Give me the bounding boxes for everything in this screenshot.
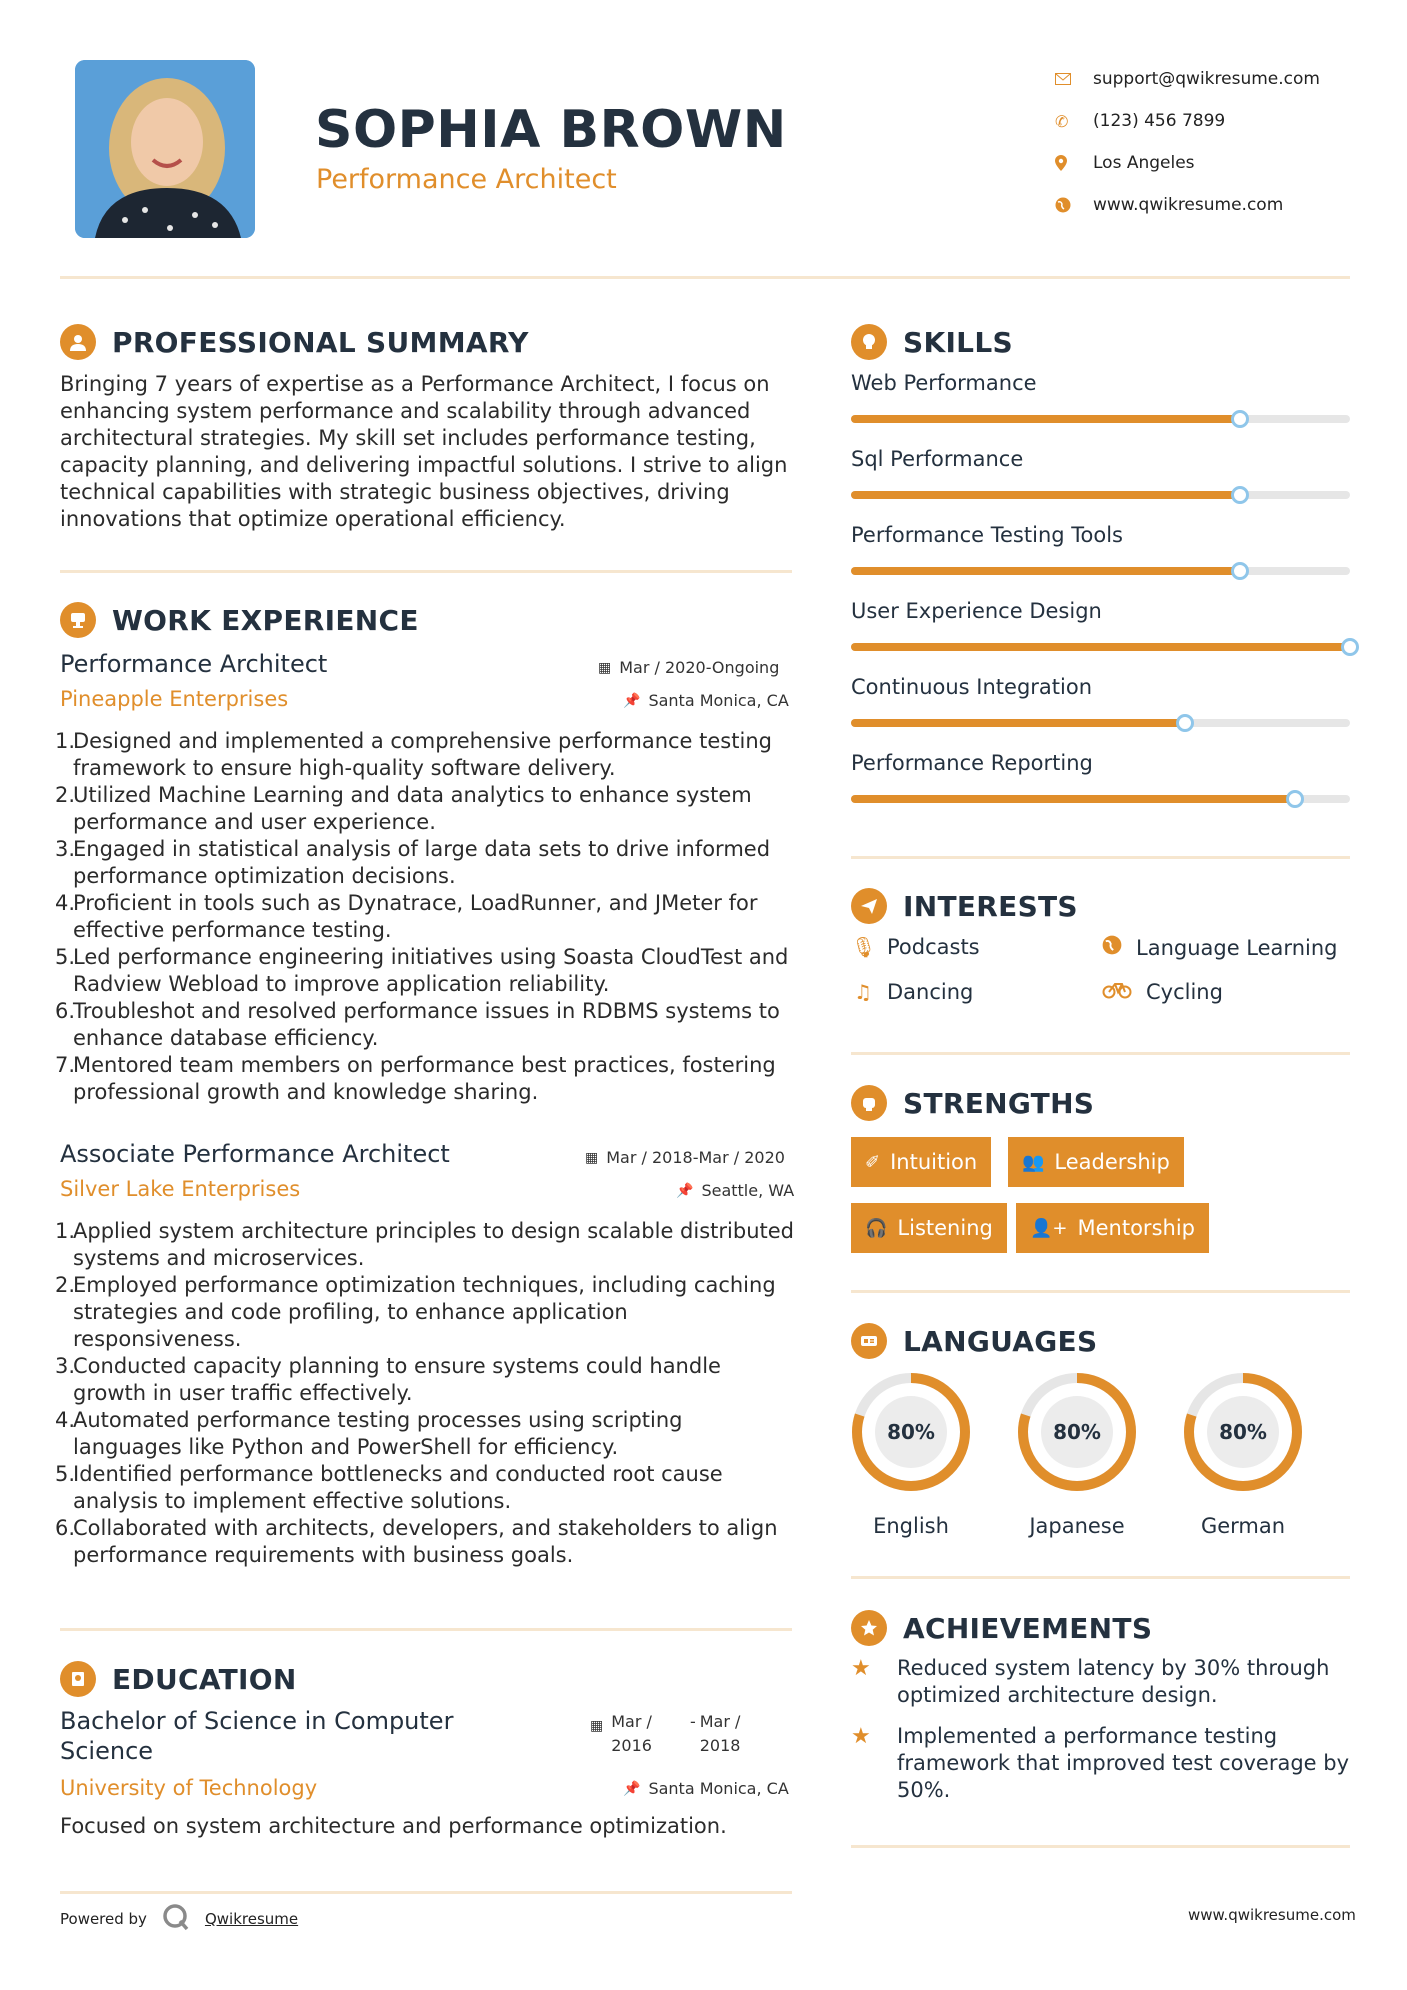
interest-label: Cycling <box>1146 980 1223 1004</box>
strength-tag <box>851 1137 991 1187</box>
contact-location <box>1055 142 1320 184</box>
achievements-heading <box>851 1610 1152 1646</box>
education-title: EDUCATION <box>112 1662 297 1696</box>
contact-website-text: www.qwikresume.com <box>1093 195 1284 215</box>
list-item: 5. Led performance engineering initiatives using Soasta CloudTest and Radview Webload to improve application reliability. <box>55 944 795 998</box>
profile-photo <box>75 60 255 238</box>
contact-email[interactable] <box>1055 58 1320 100</box>
skill-bar-fill <box>851 719 1185 727</box>
job-location <box>623 691 789 710</box>
education-date-end <box>700 1710 741 1758</box>
job-company: Silver Lake Enterprises <box>60 1177 301 1201</box>
list-item: 6. Collaborated with architects, developers, and stakeholders to align performance requirements with business goals. <box>55 1515 795 1569</box>
language-ring <box>1015 1370 1139 1494</box>
summary-heading <box>60 324 529 360</box>
degree-title: Bachelor of Science in Computer Science <box>60 1707 454 1765</box>
qwikresume-logo-icon <box>161 1902 191 1936</box>
skills-heading <box>851 324 1013 360</box>
education-location-text: Santa Monica, CA <box>648 1779 789 1798</box>
strength-label: Mentorship <box>1077 1216 1195 1240</box>
profile-photo-graphic <box>75 60 255 238</box>
strength-label: Listening <box>897 1216 993 1240</box>
job-date <box>585 1148 785 1167</box>
education-location <box>623 1779 789 1798</box>
achievement-item <box>851 1655 1350 1709</box>
list-item: 3. Engaged in statistical analysis of large data sets to drive informed performance optimization decisions. <box>55 836 795 890</box>
pushpin-icon: 📌 <box>623 1780 641 1797</box>
job-location-text: Santa Monica, CA <box>648 691 789 710</box>
skill-name: Sql Performance <box>851 447 1024 471</box>
bullet-text: Collaborated with architects, developers, and stakeholders to align performance requirements with business goals. <box>73 1516 778 1567</box>
qwikresume-link[interactable]: Qwikresume <box>204 1910 299 1928</box>
magic-wand-icon: ✐ <box>865 1151 881 1173</box>
strength-tag <box>1008 1137 1184 1187</box>
strengths-divider <box>851 1290 1350 1293</box>
bullet-text: Led performance engineering initiatives using Soasta CloudTest and Radview Webload to improve application reliability. <box>73 945 789 996</box>
list-item: 5. Identified performance bottlenecks and conducted root cause analysis to implement effective solutions. <box>55 1461 795 1515</box>
bullet-text: Conducted capacity planning to ensure systems could handle growth in user traffic effectively. <box>73 1354 721 1405</box>
language-item <box>1015 1370 1139 1538</box>
skill-bar <box>851 415 1350 423</box>
language-percent: 80% <box>1053 1420 1101 1444</box>
achievements-title: ACHIEVEMENTS <box>903 1611 1153 1645</box>
skill-bar-fill <box>851 567 1240 575</box>
skill-bar-fill <box>851 643 1350 651</box>
list-item: 4. Automated performance testing processes using scripting languages like Python and PowerShell for efficiency. <box>55 1407 795 1461</box>
interest-item <box>1100 980 1223 1004</box>
education-heading <box>60 1661 297 1697</box>
contact-email-text: support@qwikresume.com <box>1093 69 1320 89</box>
interests-divider <box>851 1052 1350 1055</box>
strengths-title: STRENGTHS <box>903 1086 1095 1120</box>
users-icon: 👥 <box>1022 1151 1045 1173</box>
strength-tag <box>851 1203 1007 1253</box>
strength-label: Leadership <box>1054 1150 1170 1174</box>
education-date <box>590 1710 740 1758</box>
skill-bar-knob <box>1231 410 1249 428</box>
work-divider <box>60 1628 792 1631</box>
job-location <box>676 1181 794 1200</box>
bullet-text: Mentored team members on performance best practices, fostering professional growth and knowledge sharing. <box>73 1053 776 1104</box>
interests-heading <box>851 888 1078 924</box>
summary-text: Bringing 7 years of expertise as a Performance Architect, I focus on enhancing system performance and scalability through advanced architectural strategies. My skill set includes performance testing, capacity planning, and delivering impactful solutions. I strive to align technical capabilities with strategic business objectives, driving innovations that optimize operational efficiency. <box>60 372 788 531</box>
skills-title: SKILLS <box>903 325 1013 359</box>
location-pin-icon <box>1055 155 1093 171</box>
school-name: University of Technology <box>60 1776 318 1800</box>
job-bullet-list <box>55 1218 795 1569</box>
achievement-item <box>851 1723 1350 1804</box>
language-ring <box>849 1370 973 1494</box>
skill-name: User Experience Design <box>851 599 1102 623</box>
bullet-text: Identified performance bottlenecks and conducted root cause analysis to implement effective solutions. <box>73 1462 723 1513</box>
skill-bar <box>851 795 1350 803</box>
pushpin-icon: 📌 <box>623 692 641 709</box>
skill-name: Continuous Integration <box>851 675 1092 699</box>
skill-bar <box>851 567 1350 575</box>
headphones-icon: 🎧 <box>865 1217 888 1239</box>
skill-bar-knob <box>1341 638 1359 656</box>
language-icon <box>851 1323 887 1359</box>
contact-location-text: Los Angeles <box>1093 153 1195 173</box>
summary-divider <box>60 570 792 573</box>
language-name: Japanese <box>1029 1514 1125 1538</box>
contact-phone[interactable] <box>1055 100 1320 142</box>
bullet-text: Proficient in tools such as Dynatrace, LoadRunner, and JMeter for effective performance testing. <box>73 891 758 942</box>
contact-phone-text: (123) 456 7899 <box>1093 111 1226 131</box>
skill-name: Web Performance <box>851 371 1037 395</box>
skills-divider <box>851 856 1350 859</box>
job-location-text: Seattle, WA <box>701 1181 795 1200</box>
job-company: Pineapple Enterprises <box>60 687 289 711</box>
bullet-text: Employed performance optimization techniques, including caching strategies and code profiling, to enhance application responsiveness. <box>73 1273 776 1351</box>
calendar-icon: ▦ <box>590 1718 604 1734</box>
skill-name: Performance Testing Tools <box>851 523 1123 547</box>
graduation-icon <box>60 1661 96 1697</box>
strength-label: Intuition <box>890 1150 978 1174</box>
skill-bar-knob <box>1231 562 1249 580</box>
skill-bar-knob <box>1176 714 1194 732</box>
work-title: WORK EXPERIENCE <box>112 603 419 637</box>
footer-url[interactable]: www.qwikresume.com <box>1188 1906 1356 1924</box>
interests-title: INTERESTS <box>903 889 1078 923</box>
achievement-text: Implemented a performance testing framework that improved test coverage by 50%. <box>897 1724 1350 1802</box>
strength-tag <box>1016 1203 1209 1253</box>
language-item <box>1181 1370 1305 1538</box>
skill-bar-knob <box>1286 790 1304 808</box>
pushpin-icon: 📌 <box>676 1182 694 1199</box>
bullet-text: Utilized Machine Learning and data analytics to enhance system performance and user experience. <box>73 783 752 834</box>
globe-icon <box>1055 197 1093 213</box>
languages-title: LANGUAGES <box>903 1324 1098 1358</box>
job-bullet-list <box>55 728 795 1106</box>
summary-title: PROFESSIONAL SUMMARY <box>112 325 529 359</box>
job-date-text: Mar / 2018-Mar / 2020 <box>606 1148 785 1167</box>
star-icon: ★ <box>851 1656 871 1681</box>
language-name: English <box>873 1514 949 1538</box>
skill-bar-knob <box>1231 486 1249 504</box>
lightbulb-icon <box>851 324 887 360</box>
star-badge-icon <box>851 1610 887 1646</box>
strengths-heading <box>851 1085 1094 1121</box>
language-ring <box>1181 1370 1305 1494</box>
contact-website[interactable] <box>1055 184 1320 226</box>
date-start-month: Mar / <box>611 1712 652 1731</box>
job-title: Associate Performance Architect <box>60 1140 450 1168</box>
list-item: 3. Conducted capacity planning to ensure systems could handle growth in user traffic effectively. <box>55 1353 795 1407</box>
microphone-icon: 🎙 <box>851 935 877 959</box>
skill-bar <box>851 491 1350 499</box>
phone-icon: ✆ <box>1055 111 1069 131</box>
achievements-divider <box>851 1845 1350 1848</box>
skill-bar <box>851 643 1350 651</box>
footer-branding <box>60 1902 298 1936</box>
languages-heading <box>851 1323 1097 1359</box>
user-icon <box>60 324 96 360</box>
list-item: 4. Proficient in tools such as Dynatrace, LoadRunner, and JMeter for effective performance testing. <box>55 890 795 944</box>
interest-item <box>1100 935 1337 960</box>
candidate-name: SOPHIA BROWN <box>315 100 787 160</box>
globe-icon <box>1100 935 1124 960</box>
language-item <box>849 1370 973 1538</box>
fist-icon <box>851 1085 887 1121</box>
date-start-year: 2016 <box>611 1736 652 1755</box>
bullet-text: Engaged in statistical analysis of large data sets to drive informed performance optimization decisions. <box>73 837 771 888</box>
date-end-month: Mar / <box>699 1712 741 1731</box>
mail-icon <box>1055 73 1093 85</box>
bullet-text: Troubleshot and resolved performance issues in RDBMS systems to enhance database efficiency. <box>73 999 780 1050</box>
education-date-start <box>611 1710 652 1758</box>
job-title: Performance Architect <box>60 650 328 678</box>
skill-bar-fill <box>851 415 1240 423</box>
interest-label: Dancing <box>887 980 974 1004</box>
bicycle-icon <box>1100 980 1134 1004</box>
work-heading <box>60 602 419 638</box>
date-separator: - <box>689 1712 696 1731</box>
language-percent: 80% <box>1219 1420 1267 1444</box>
list-item: 7. Mentored team members on performance best practices, fostering professional growth and knowledge sharing. <box>55 1052 795 1106</box>
skill-name: Performance Reporting <box>851 751 1093 775</box>
interest-label: Language Learning <box>1136 935 1338 960</box>
skill-bar <box>851 719 1350 727</box>
skill-bar-fill <box>851 795 1295 803</box>
language-percent: 80% <box>887 1420 935 1444</box>
user-plus-icon: 👤+ <box>1030 1217 1068 1239</box>
education-divider <box>60 1891 792 1894</box>
languages-divider <box>851 1576 1350 1579</box>
education-description: Focused on system architecture and performance optimization. <box>60 1814 727 1838</box>
list-item: 1. Applied system architecture principles to design scalable distributed systems and microservices. <box>55 1219 794 1270</box>
achievement-text: Reduced system latency by 30% through optimized architecture design. <box>897 1656 1330 1707</box>
bullet-text: Designed and implemented a comprehensive performance testing framework to ensure high-quality software delivery. <box>73 729 772 780</box>
list-item: 1. Designed and implemented a comprehensive performance testing framework to ensure high-quality software delivery. <box>55 728 795 782</box>
contact-list <box>1055 58 1320 226</box>
skill-bar-fill <box>851 491 1240 499</box>
calendar-icon: ▦ <box>598 659 612 676</box>
star-icon: ★ <box>851 1724 871 1749</box>
list-item: 2. Employed performance optimization techniques, including caching strategies and code profiling, to enhance application responsiveness. <box>55 1272 795 1353</box>
date-end-year: 2018 <box>699 1736 741 1755</box>
paper-plane-icon <box>851 888 887 924</box>
calendar-icon: ▦ <box>585 1149 599 1166</box>
powered-by-text: Powered by <box>60 1910 147 1928</box>
header-divider <box>60 276 1350 279</box>
bullet-text: Applied system architecture principles to design scalable distributed systems and microservices. <box>73 1219 794 1270</box>
language-name: German <box>1200 1514 1286 1538</box>
candidate-role: Performance Architect <box>316 164 617 195</box>
interest-item <box>851 980 973 1004</box>
briefcase-icon <box>60 602 96 638</box>
interest-item <box>851 935 980 959</box>
music-note-icon: ♫ <box>854 980 872 1004</box>
list-item: 2. Utilized Machine Learning and data analytics to enhance system performance and user experience. <box>55 782 795 836</box>
job-date-text: Mar / 2020-Ongoing <box>619 658 780 677</box>
job-date <box>598 658 779 677</box>
list-item: 6. Troubleshot and resolved performance issues in RDBMS systems to enhance database efficiency. <box>55 998 795 1052</box>
bullet-text: Automated performance testing processes using scripting languages like Python and PowerShell for efficiency. <box>73 1408 683 1459</box>
interest-label: Podcasts <box>887 935 980 959</box>
